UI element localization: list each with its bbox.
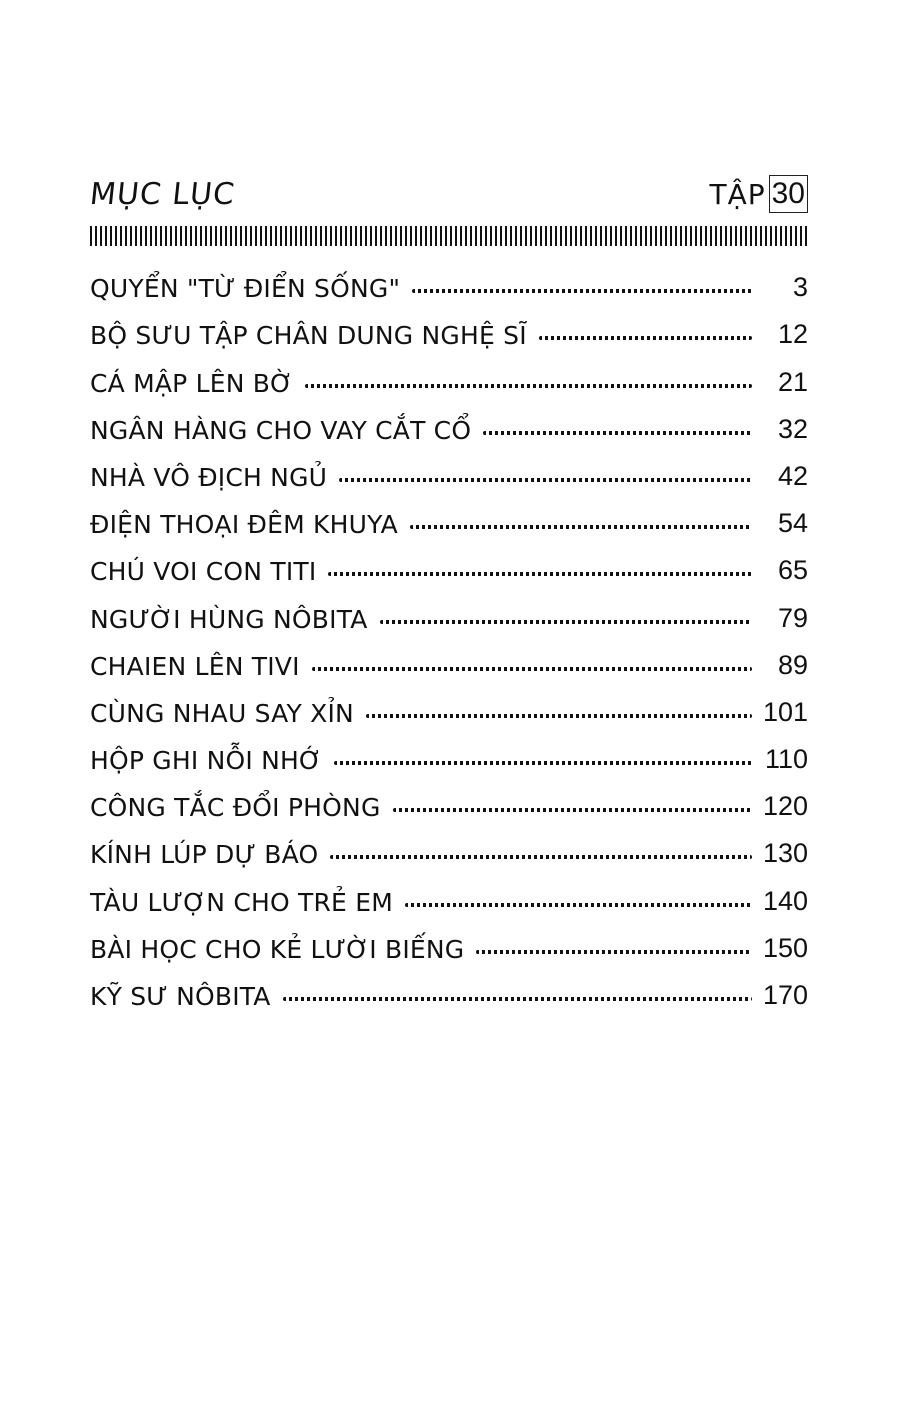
dot-leader: [334, 761, 752, 765]
toc-entry: [90, 634, 808, 681]
page-number: 140: [762, 885, 808, 916]
page-number: 65: [777, 555, 808, 586]
page-number: 101: [762, 696, 808, 727]
chapter-title: NGÂN HÀNG CHO VAY CẮT CỔ: [90, 415, 472, 445]
toc-entry: [90, 492, 808, 539]
volume-indicator: [709, 175, 808, 213]
toc-entry: [90, 775, 808, 822]
page-number: 110: [764, 744, 808, 775]
page-number: 32: [777, 413, 808, 444]
page-number: 21: [777, 366, 808, 397]
chapter-title: BÀI HỌC CHO KẺ LƯỜI BIẾNG: [90, 934, 465, 964]
dot-leader: [476, 950, 752, 954]
toc-entry: [90, 350, 808, 397]
barcode-separator: [90, 226, 808, 246]
dot-leader: [410, 525, 752, 529]
toc-entry: [90, 822, 808, 869]
page-number: 89: [777, 649, 808, 680]
toc-header: [90, 170, 808, 218]
page-number: 54: [777, 508, 808, 539]
chapter-title: CHAIEN LÊN TIVI: [90, 651, 300, 681]
page-title: MỤC LỤC: [88, 176, 237, 212]
chapter-title: CÁ MẬP LÊN BỜ: [90, 368, 294, 398]
toc-entry: [90, 445, 808, 492]
chapter-title: CÙNG NHAU SAY XỈN: [90, 698, 354, 728]
page-number: 79: [777, 602, 808, 633]
chapter-title: QUYỂN "TỪ ĐIỂN SỐNG": [90, 274, 401, 304]
page-number: 150: [762, 932, 808, 963]
toc-entry: [90, 728, 808, 775]
toc-entry: [90, 303, 808, 350]
volume-label: TẬP: [709, 177, 766, 211]
toc-entry: [90, 256, 808, 303]
page-number: 3: [792, 272, 808, 303]
page-number: 42: [777, 460, 808, 491]
chapter-title: TÀU LƯỢN CHO TRẺ EM: [90, 887, 393, 917]
dot-leader: [339, 478, 752, 482]
dot-leader: [305, 384, 752, 388]
chapter-title: KỸ SƯ NÔBITA: [90, 982, 271, 1011]
chapter-title: HỘP GHI NỖI NHỚ: [90, 746, 323, 776]
chapter-title: ĐIỆN THOẠI ĐÊM KHUYA: [90, 510, 398, 540]
dot-leader: [328, 572, 752, 576]
toc-entry: [90, 398, 808, 445]
dot-leader: [312, 667, 752, 671]
page-number: 130: [762, 838, 808, 869]
dot-leader: [483, 431, 752, 435]
dot-leader: [405, 903, 752, 907]
chapter-title: NGƯỜI HÙNG NÔBITA: [90, 604, 368, 634]
chapter-title: CHÚ VOI CON TITI: [90, 557, 317, 587]
volume-number-box: 30: [769, 175, 808, 213]
toc-list: [90, 256, 808, 1011]
toc-entry: [90, 586, 808, 633]
dot-leader: [380, 620, 752, 624]
toc-entry: [90, 964, 808, 1011]
page-number: 12: [777, 319, 808, 350]
dot-leader: [366, 714, 752, 718]
dot-leader: [393, 808, 752, 812]
dot-leader: [539, 336, 752, 340]
chapter-title: KÍNH LÚP DỰ BÁO: [90, 840, 319, 870]
toc-entry: [90, 917, 808, 964]
chapter-title: CÔNG TẮC ĐỔI PHÒNG: [90, 793, 381, 823]
chapter-title: BỘ SƯU TẬP CHÂN DUNG NGHỆ SĨ: [90, 321, 527, 351]
page-number: 120: [762, 791, 808, 822]
page-number: 170: [762, 980, 808, 1010]
table-of-contents-page: [90, 170, 808, 1027]
dot-leader: [412, 289, 752, 293]
toc-entry: [90, 869, 808, 916]
toc-entry: [90, 539, 808, 586]
dot-leader: [330, 855, 752, 859]
toc-entry: [90, 681, 808, 728]
dot-leader: [283, 997, 752, 1001]
chapter-title: NHÀ VÔ ĐỊCH NGỦ: [90, 462, 328, 492]
